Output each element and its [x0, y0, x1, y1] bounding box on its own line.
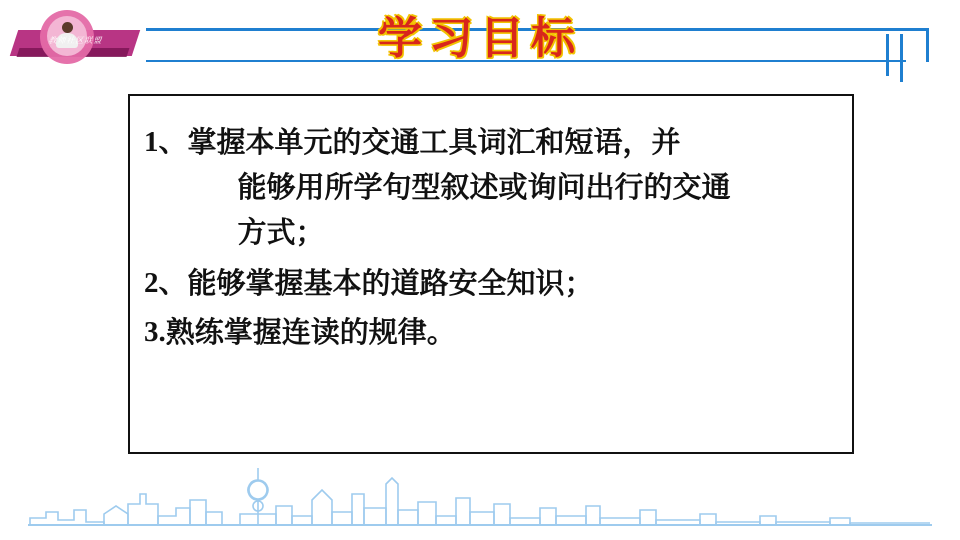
skyline-decoration: [0, 460, 960, 540]
header-tick-right: [900, 34, 903, 82]
list-item-text: [188, 120, 838, 256]
list-item-line: 掌握本单元的交通工具词汇和短语，并: [187, 125, 681, 159]
list-item-line: 能够用所学句型叙述或询问出行的交通: [237, 170, 731, 205]
list-item-marker: 1、: [144, 126, 188, 158]
page-title: 学习目标: [378, 13, 582, 64]
sparkle-icon: ✦: [114, 19, 120, 26]
goals-content-box: [128, 94, 854, 454]
list-item-text: 能够掌握基本的道路安全知识；: [187, 265, 594, 300]
list-item-text: 熟练掌握连读的规律。: [165, 315, 456, 350]
skyline-baseline: [28, 524, 932, 526]
logo-text: 教师社区联盟: [47, 36, 105, 45]
list-item-marker: 3.: [144, 316, 166, 349]
header-tick-left: [886, 34, 889, 76]
list-item: [144, 311, 838, 355]
header-corner-bracket: [904, 28, 929, 62]
list-item-line: 方式；: [237, 215, 325, 250]
sparkle-icon: ✦: [102, 7, 108, 14]
list-item-marker: 2、: [144, 266, 188, 299]
avatar-head-shape: [62, 22, 73, 33]
logo-badge: [14, 4, 136, 72]
list-item: [144, 120, 838, 256]
goals-list: [144, 120, 838, 355]
list-item: [144, 262, 838, 306]
skyline-icon: [0, 460, 960, 540]
sparkle-icon: ✦: [22, 13, 28, 20]
